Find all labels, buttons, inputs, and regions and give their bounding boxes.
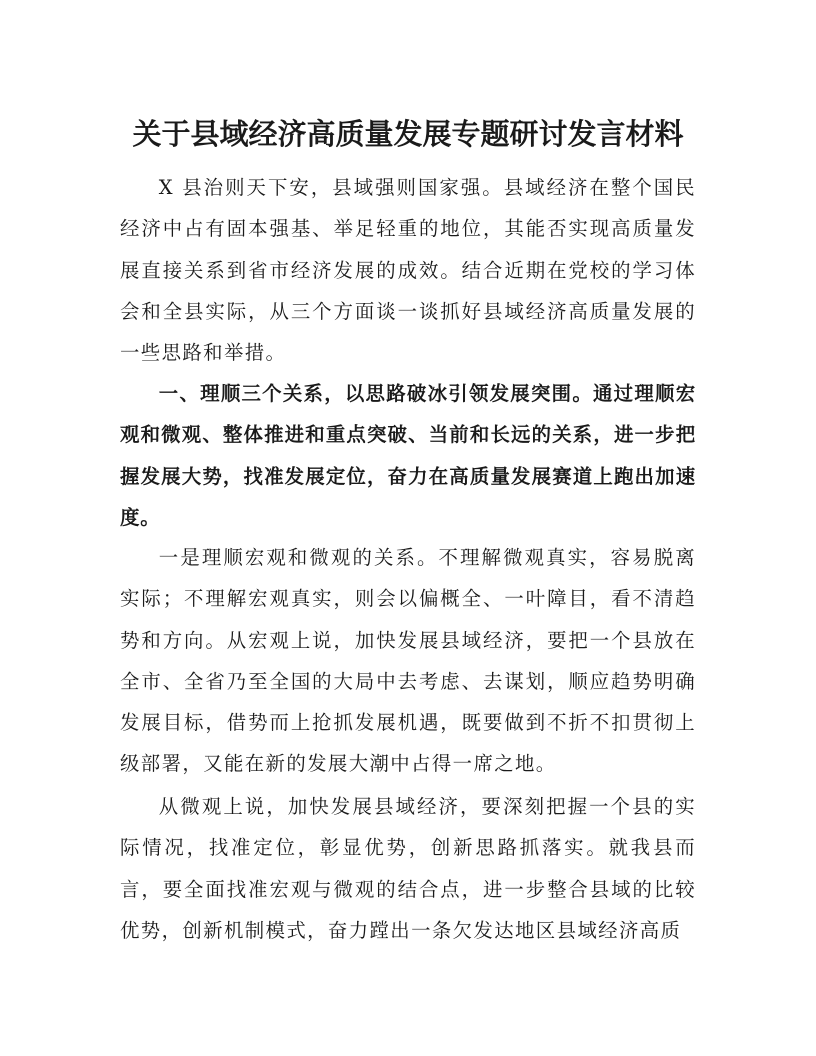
paragraph-intro: X 县治则天下安，县域强则国家强。县域经济在整个国民经济中占有固本强基、举足轻重的地位，其能否实现高质量发展直接关系到省市经济发展的成效。结合近期在党校的学习体会和全县实际，从三个方面谈一谈抓好县域经济高质量发展的一些思路和举措。 [120,176,696,365]
paragraph-macro-micro: 一是理顺宏观和微观的关系。不理解微观真实，容易脱离实际；不理解宏观真实，则会以偏概全、一叶障目，看不清趋势和方向。从宏观上说，加快发展县域经济，要把一个县放在全市、全省乃至全国的大局中去考虑、去谋划，顺应趋势明确发展目标，借势而上抢抓发展机遇，既要做到不折不扣贯彻上级部署，又能在新的发展大潮中占得一席之地。 [120,546,696,776]
paragraph-section-heading: 一、理顺三个关系，以思路破冰引领发展突围。通过理顺宏观和微观、整体推进和重点突破、当前和长远的关系，进一步把握发展大势，找准发展定位，奋力在高质量发展赛道上跑出加速度。 [120,382,696,529]
document-title: 关于县域经济高质量发展专题研讨发言材料 [132,117,684,151]
paragraph-micro: 从微观上说，加快发展县域经济，要深刻把握一个县的实际情况，找准定位，彰显优势，创新思路抓落实。就我县而言，要全面找准宏观与微观的结合点，进一步整合县域的比较优势，创新机制模式，奋力蹚出一条欠发达地区县域经济高质 [120,795,696,942]
